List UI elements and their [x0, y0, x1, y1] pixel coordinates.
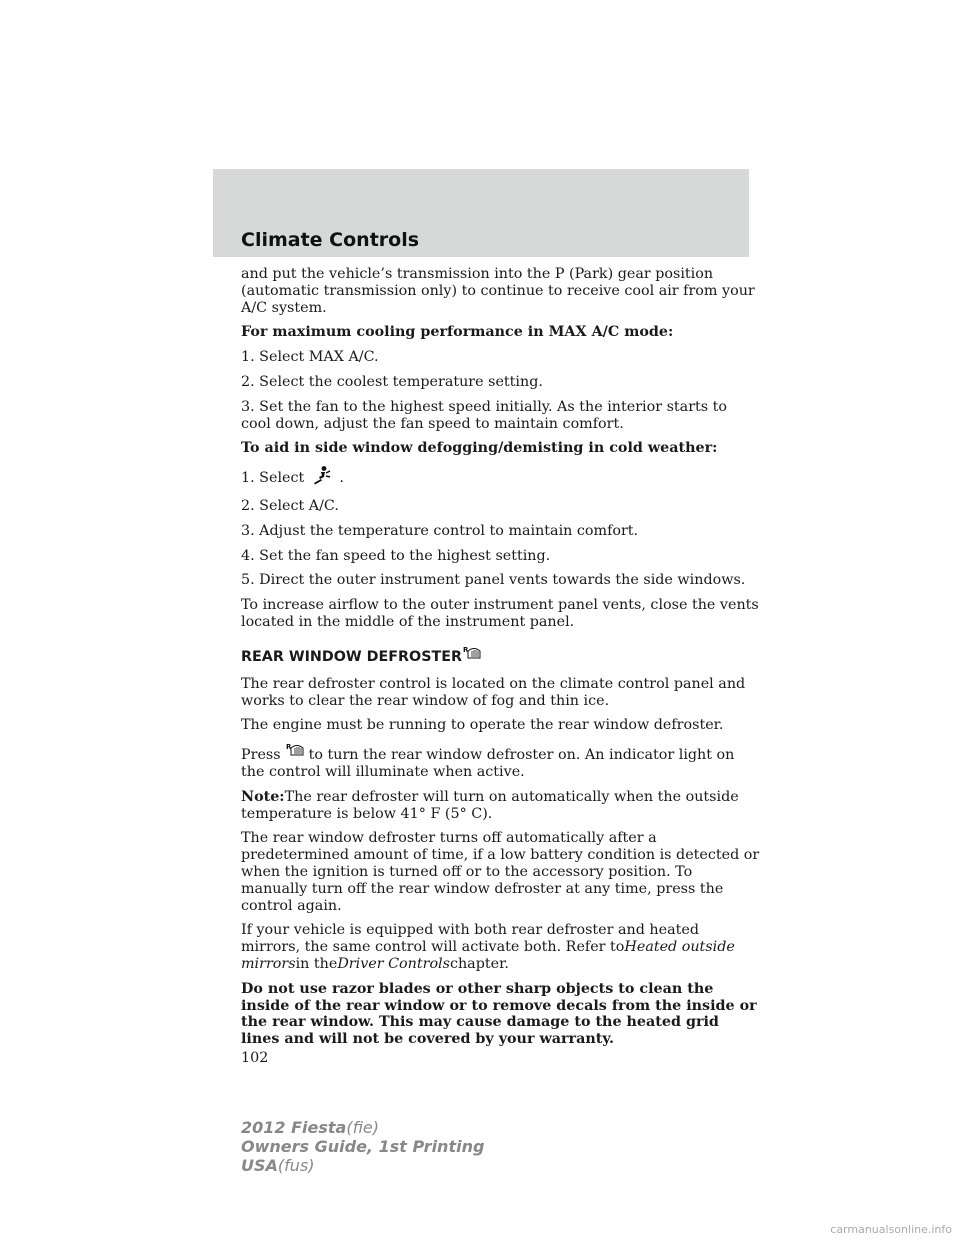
floor-defrost-mode-icon	[312, 465, 332, 490]
rear-paragraph-2: The engine must be running to operate the rear window defroster.	[241, 717, 724, 734]
rear-defrost-icon	[463, 645, 481, 664]
press-paragraph: Press R to turn the rear window defroster on. An indicator light on the control will illuminate when active.	[241, 743, 735, 780]
rear-defroster-heading: REAR WINDOW DEFROSTER R	[241, 645, 761, 666]
page-title: Climate Controls	[241, 229, 420, 251]
side-step-1-suffix: .	[339, 470, 344, 487]
watermark: carmanualsonline.info	[830, 1223, 952, 1236]
max-step-3: 3. Set the fan to the highest speed initially. As the interior starts to cool down, adjust the fan speed to maintain comfort.	[241, 398, 728, 432]
page-content	[241, 266, 761, 1067]
rear-defrost-icon	[284, 742, 306, 761]
side-defog-heading: To aid in side window defogging/demisting in cold weather:	[241, 440, 718, 457]
side-step-4: 4. Set the fan speed to the highest setting.	[241, 547, 551, 564]
note-paragraph: Note:The rear defroster will turn on automatically when the outside temperature is below 41° F (5° C).	[241, 788, 739, 822]
max-step-1: 1. Select MAX A/C.	[241, 349, 379, 366]
svg-text:R: R	[285, 743, 291, 752]
side-step-1	[241, 465, 761, 490]
rear-paragraph-3: The rear window defroster turns off automatically after a predetermined amount of time, if a low battery condition is detected or when the ignition is turned off or to the accessory position. To manually turn off the rear window defroster at any time, press the control again.	[241, 830, 760, 914]
warning-paragraph: Do not use razor blades or other sharp objects to clean the inside of the rear window or to remove decals from the inside or the rear window. This may cause damage to the heated grid lines and will not be covered by your warranty.	[241, 980, 757, 1048]
max-step-2: 2. Select the coolest temperature setting.	[241, 373, 543, 390]
print-footer: 2012 Fiesta(fie) Owners Guide, 1st Printing USA(fus)	[241, 1118, 485, 1175]
page-number: 102	[241, 1049, 269, 1066]
side-step-3: 3. Adjust the temperature control to maintain comfort.	[241, 522, 639, 539]
svg-text:R: R	[463, 645, 469, 654]
side-step-2: 2. Select A/C.	[241, 497, 339, 514]
mirrors-paragraph: If your vehicle is equipped with both rear defroster and heated mirrors, the same control will activate both. Refer toHeated outside mirrorsin theDriver Controlschapter.	[241, 922, 735, 972]
airflow-note: To increase airflow to the outer instrument panel vents, close the vents located in the middle of the instrument panel.	[241, 597, 759, 630]
intro-paragraph: and put the vehicle’s transmission into the P (Park) gear position (automatic transmission only) to continue to receive cool air from your A/C system.	[241, 266, 755, 316]
driver-controls-reference: Driver Controls	[337, 955, 450, 972]
max-ac-heading: For maximum cooling performance in MAX A/C mode:	[241, 324, 674, 341]
heated-mirrors-reference: Heated outside mirrors	[241, 939, 735, 972]
side-step-5: 5. Direct the outer instrument panel vents towards the side windows.	[241, 572, 746, 589]
side-step-1-prefix: 1. Select	[241, 470, 305, 487]
rear-paragraph-1: The rear defroster control is located on the climate control panel and works to clear the rear window of fog and thin ice.	[241, 675, 746, 709]
